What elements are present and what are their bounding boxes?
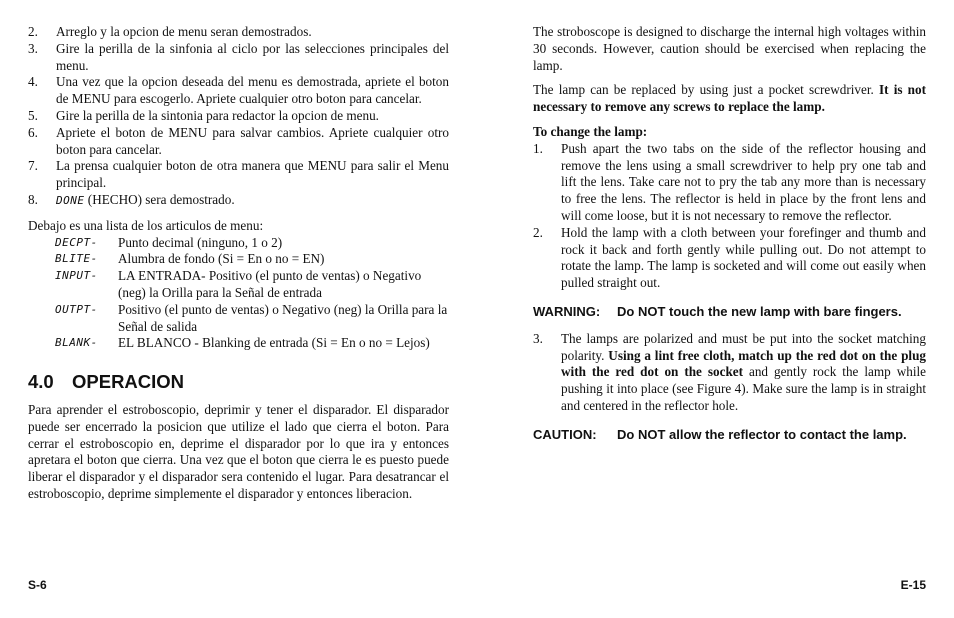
list-item: 2. Arreglo y la opcion de menu seran demostrados. xyxy=(28,24,312,39)
lcd-code: OUTPT- xyxy=(55,302,98,316)
list-item: 6. Apriete el boton de MENU para salvar cambios. Apriete cualquier otro boton para cancelar. xyxy=(28,124,449,157)
list-item: 5. Gire la perilla de la sintonia para redactor la opcion de menu. xyxy=(28,107,379,123)
page-number-left: S-6 xyxy=(28,578,47,592)
list-item: 4. Una vez que la opcion deseada del menu es demostrada, apriete el boton de MENU para escogerlo. Apriete cualquier otro boton para cancelar. xyxy=(28,74,449,107)
left-column xyxy=(28,24,449,503)
section-heading: 4.0 OPERACION xyxy=(28,371,185,393)
section-body: Para aprender el estroboscopio, deprimir y tener el disparador. El disparador puede ser encerrado la posicion que utilize el lado que cierra el boton. Para cerrar el estroboscopio en, deprime el disparador por lo que ira y entonces apretara el boton que cierra. Una vez que el boton que cierra le es puesto puede liberar el disparador y el disparador sera contenido el lugar. Para desatrancar el estroboscopio, deprime simplemente el disparador y entonces liberacion. xyxy=(28,401,449,501)
lcd-code: INPUT- xyxy=(55,269,98,283)
menu-items-list xyxy=(28,235,449,353)
list-item: 3. Gire la perilla de la sinfonia al ciclo por las selecciones principales del menu. xyxy=(28,40,449,73)
list-item: 1. Push apart the two tabs on the side of the reflector housing and remove the lens using a small screwdriver to help pry one tab and lift the lens. Take care not to pry the tab any more than is necessary to free the lens. The reflector is held in place by the front lens and will come loose, but it is not necessary to remove the reflector. xyxy=(533,140,926,223)
paragraph-discharge: The stroboscope is designed to discharge the internal high voltages within 30 seconds. However, caution should be exercised when replacing the lamp. xyxy=(533,24,926,73)
caution-note: CAUTION: Do NOT allow the reflector to contact the lamp. xyxy=(533,426,907,442)
menu-item-row: OUTPT- Positivo (el punto de ventas) o Negativo (neg) la Orilla para la Señal de salida xyxy=(28,302,449,336)
menu-item-row: DECPT- Punto decimal (ninguno, 1 o 2) xyxy=(28,235,449,252)
lcd-code: DECPT- xyxy=(55,235,98,249)
list-item: 8. DONE (HECHO) sera demostrado. xyxy=(28,191,235,207)
paragraph-replace: The lamp can be replaced by using just a pocket screwdriver. It is not necessary to remove any screws to replace the lamp. xyxy=(533,82,926,115)
steps-list-en xyxy=(533,141,926,292)
list-item: 3. The lamps are polarized and must be put into the socket matching polarity. Using a lint free cloth, match up the red dot on the plug with the red dot on the socket and gently rock the lamp while pushing it into place (see Figure 4). Make sure the lamp is in straight and centered in the reflector hole. xyxy=(533,330,926,413)
change-lamp-heading: To change the lamp: xyxy=(533,123,648,139)
steps-list-es xyxy=(28,24,449,210)
warning-note: WARNING: Do NOT touch the new lamp with bare fingers. xyxy=(533,303,902,319)
list-item: 7. La prensa cualquier boton de otra manera que MENU para salir el Menu principal. xyxy=(28,158,449,191)
menu-item-row: BLITE- Alumbra de fondo (Si = En o no = EN) xyxy=(28,251,449,268)
right-column xyxy=(533,24,926,454)
lcd-code: BLANK- xyxy=(55,336,98,350)
lcd-text: DONE xyxy=(56,193,85,207)
menu-item-row: BLANK- EL BLANCO - Blanking de entrada (Si = En o no = Lejos) xyxy=(28,335,449,352)
lcd-code: BLITE- xyxy=(55,252,98,266)
page-number-right: E-15 xyxy=(900,578,926,592)
steps-list-en-cont xyxy=(533,331,926,415)
menu-item-row: INPUT- LA ENTRADA- Positivo (el punto de ventas) o Negativo (neg) la Orilla para la Señal de entrada xyxy=(28,268,449,302)
menu-intro: Debajo es una lista de los articulos de menu: xyxy=(28,217,264,233)
list-item: 2. Hold the lamp with a cloth between your forefinger and thumb and rock it back and forth gently while pulling out. Do not attempt to rotate the lamp. The lamp is socketed and will come out easily when pulled straight out. xyxy=(533,224,926,291)
